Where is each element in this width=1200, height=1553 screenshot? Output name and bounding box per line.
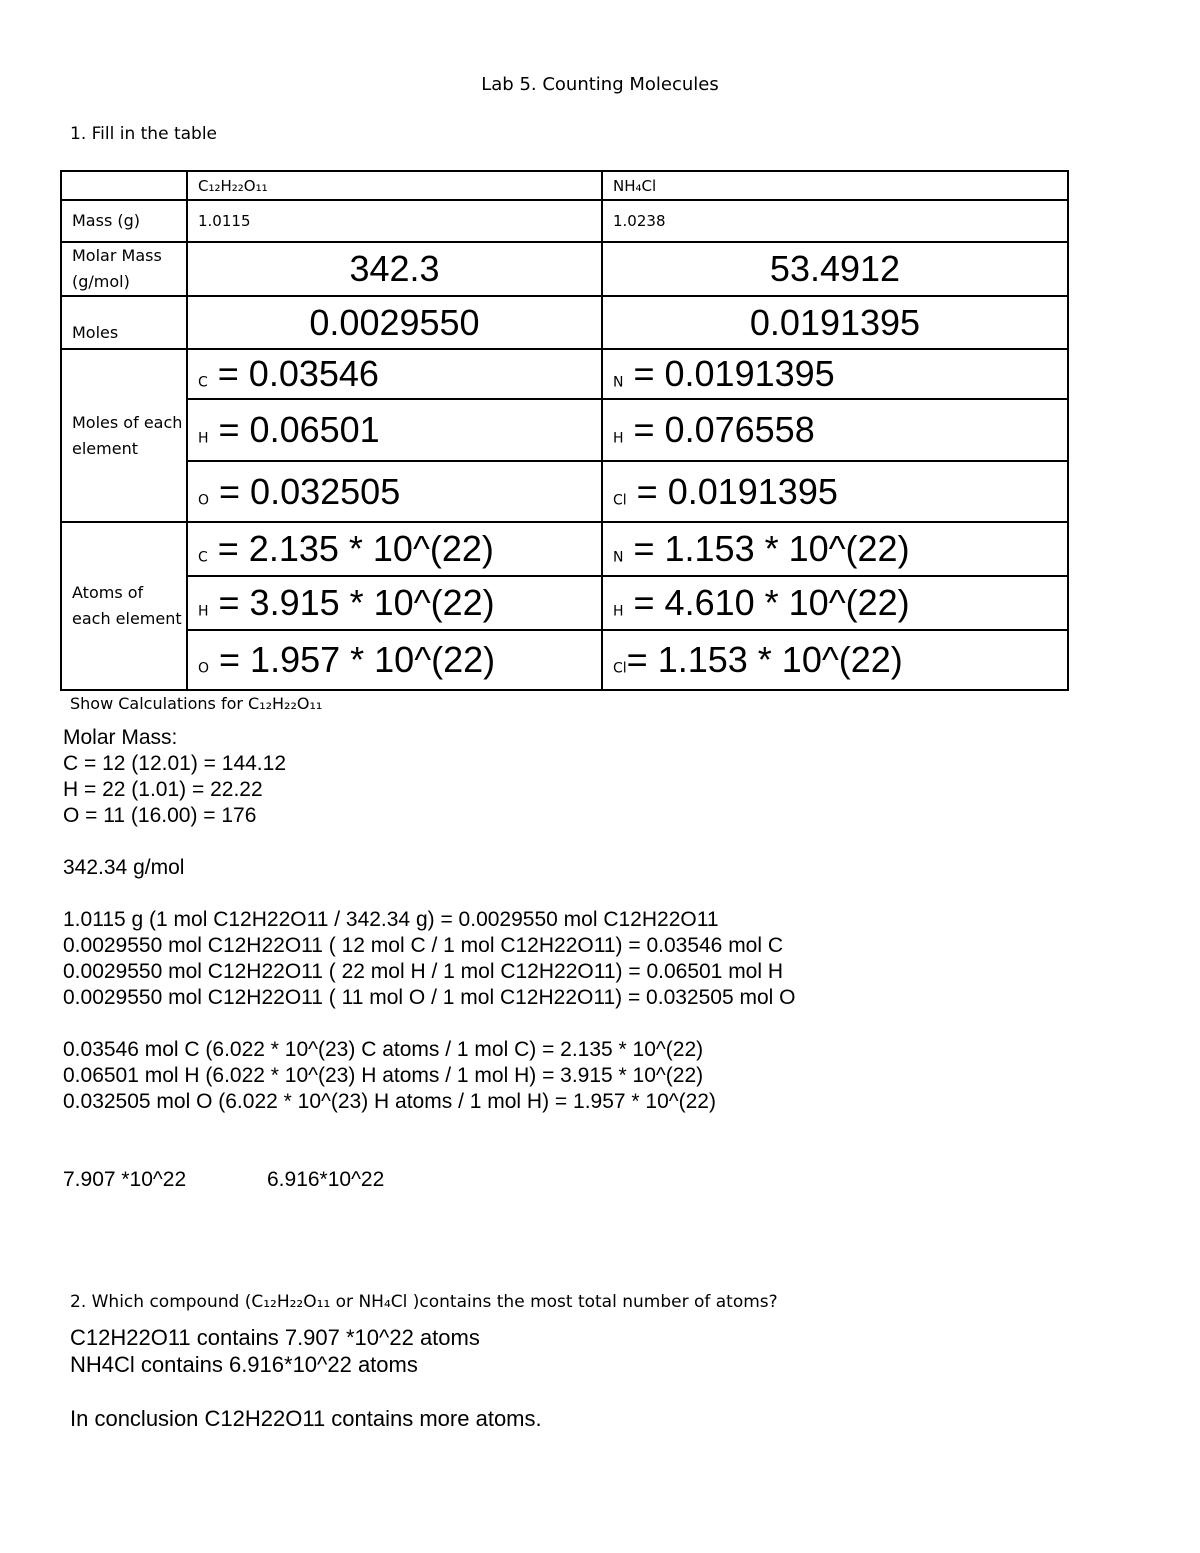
- calc-line: [63, 1011, 796, 1037]
- element-symbol: O: [198, 491, 210, 508]
- element-symbol: N: [613, 374, 624, 391]
- page-title: Lab 5. Counting Molecules: [481, 74, 719, 95]
- moles-each-cell: [602, 349, 1068, 399]
- moles-nh4cl: 0.0191395: [602, 296, 1068, 349]
- header-empty-cell: [61, 171, 187, 200]
- atoms-each-cell: [187, 522, 602, 576]
- calc-line: 0.0029550 mol C12H22O11 ( 12 mol C / 1 mol C12H22O11) = 0.03546 mol C: [63, 934, 784, 957]
- calc-line: C = 12 (12.01) = 144.12: [63, 752, 286, 775]
- moles-each-cell: [187, 349, 602, 399]
- calc-line: Molar Mass:: [63, 726, 178, 749]
- total-nh4cl: 6.916*10^22: [267, 1168, 385, 1191]
- element-value: = 1.153 * 10^(22): [626, 639, 903, 680]
- mass-sucrose: 1.0115: [187, 200, 602, 242]
- question-1: 1. Fill in the table: [70, 124, 217, 144]
- element-symbol: H: [198, 603, 209, 620]
- header-ammonium-chloride: NH₄Cl: [602, 171, 1068, 200]
- mass-nh4cl: 1.0238: [602, 200, 1068, 242]
- element-value: = 3.915 * 10^(22): [208, 582, 495, 623]
- element-value: = 1.153 * 10^(22): [623, 528, 910, 569]
- atoms-each-cell: [602, 630, 1068, 690]
- element-value: = 0.032505: [209, 470, 401, 512]
- calc-line: [63, 829, 796, 855]
- show-calculations-heading: Show Calculations for C₁₂H₂₂O₁₁: [70, 694, 323, 713]
- element-symbol: C: [198, 374, 208, 391]
- moles-sucrose: 0.0029550: [187, 296, 602, 349]
- atoms-each-cell: [602, 576, 1068, 630]
- element-value: = 0.076558: [623, 409, 815, 450]
- row-label-moles-each: Moles of each element: [61, 349, 187, 522]
- row-label-molar-mass: Molar Mass (g/mol): [61, 242, 187, 296]
- answer-line: [70, 1378, 542, 1405]
- answer-line: C12H22O11 contains 7.907 *10^22 atoms: [70, 1325, 480, 1350]
- element-symbol: Cl: [613, 660, 627, 677]
- element-symbol: N: [613, 549, 624, 566]
- molar-mass-nh4cl: 53.4912: [602, 242, 1068, 296]
- header-sucrose: C₁₂H₂₂O₁₁: [187, 171, 602, 200]
- element-value: = 0.0191395: [623, 353, 835, 394]
- calc-line: 0.06501 mol H (6.022 * 10^(23) H atoms / 1 mol H) = 3.915 * 10^(22): [63, 1064, 704, 1087]
- element-symbol: H: [613, 430, 624, 447]
- answer-line: In conclusion C12H22O11 contains more atoms.: [70, 1406, 542, 1431]
- answer-line: NH4Cl contains 6.916*10^22 atoms: [70, 1352, 418, 1377]
- row-label-moles: Moles: [61, 296, 187, 349]
- row-label-atoms-each: Atoms of each element: [61, 522, 187, 690]
- calc-line: [63, 881, 796, 907]
- calc-line: 0.032505 mol O (6.022 * 10^(23) H atoms / 1 mol H) = 1.957 * 10^(22): [63, 1090, 716, 1113]
- calc-line: 0.0029550 mol C12H22O11 ( 22 mol H / 1 mol C12H22O11) = 0.06501 mol H: [63, 960, 784, 983]
- element-value: = 0.03546: [207, 353, 379, 394]
- calc-line: O = 11 (16.00) = 176: [63, 804, 257, 827]
- molar-mass-sucrose: 342.3: [187, 242, 602, 296]
- element-value: = 4.610 * 10^(22): [623, 582, 910, 623]
- total-sucrose: 7.907 *10^22: [63, 1168, 187, 1191]
- answer-block: [70, 1324, 542, 1432]
- moles-each-cell: [187, 399, 602, 461]
- element-symbol: H: [198, 430, 209, 447]
- calc-line: H = 22 (1.01) = 22.22: [63, 778, 263, 801]
- moles-each-cell: [187, 461, 602, 522]
- element-value: = 0.06501: [208, 409, 380, 450]
- calc-line: 0.03546 mol C (6.022 * 10^(23) C atoms / 1 mol C) = 2.135 * 10^(22): [63, 1038, 704, 1061]
- calc-line: 1.0115 g (1 mol C12H22O11 / 342.34 g) = 0.0029550 mol C12H22O11: [63, 908, 719, 931]
- question-2: 2. Which compound (C₁₂H₂₂O₁₁ or NH₄Cl )contains the most total number of atoms?: [70, 1292, 778, 1312]
- element-value: = 0.0191395: [626, 470, 838, 512]
- calculations-block: [63, 725, 796, 1115]
- element-symbol: C: [198, 549, 208, 566]
- atoms-each-cell: [602, 522, 1068, 576]
- row-label-mass: Mass (g): [61, 200, 187, 242]
- atoms-each-cell: [187, 576, 602, 630]
- data-table: [60, 170, 1069, 691]
- element-symbol: O: [198, 660, 210, 677]
- element-value: = 2.135 * 10^(22): [207, 528, 494, 569]
- moles-each-cell: [602, 461, 1068, 522]
- element-symbol: Cl: [613, 491, 627, 508]
- atoms-each-cell: [187, 630, 602, 690]
- calc-line: 342.34 g/mol: [63, 856, 185, 879]
- moles-each-cell: [602, 399, 1068, 461]
- element-symbol: H: [613, 603, 624, 620]
- element-value: = 1.957 * 10^(22): [209, 639, 496, 680]
- calc-line: 0.0029550 mol C12H22O11 ( 11 mol O / 1 mol C12H22O11) = 0.032505 mol O: [63, 986, 796, 1009]
- totals-line: [63, 1168, 384, 1192]
